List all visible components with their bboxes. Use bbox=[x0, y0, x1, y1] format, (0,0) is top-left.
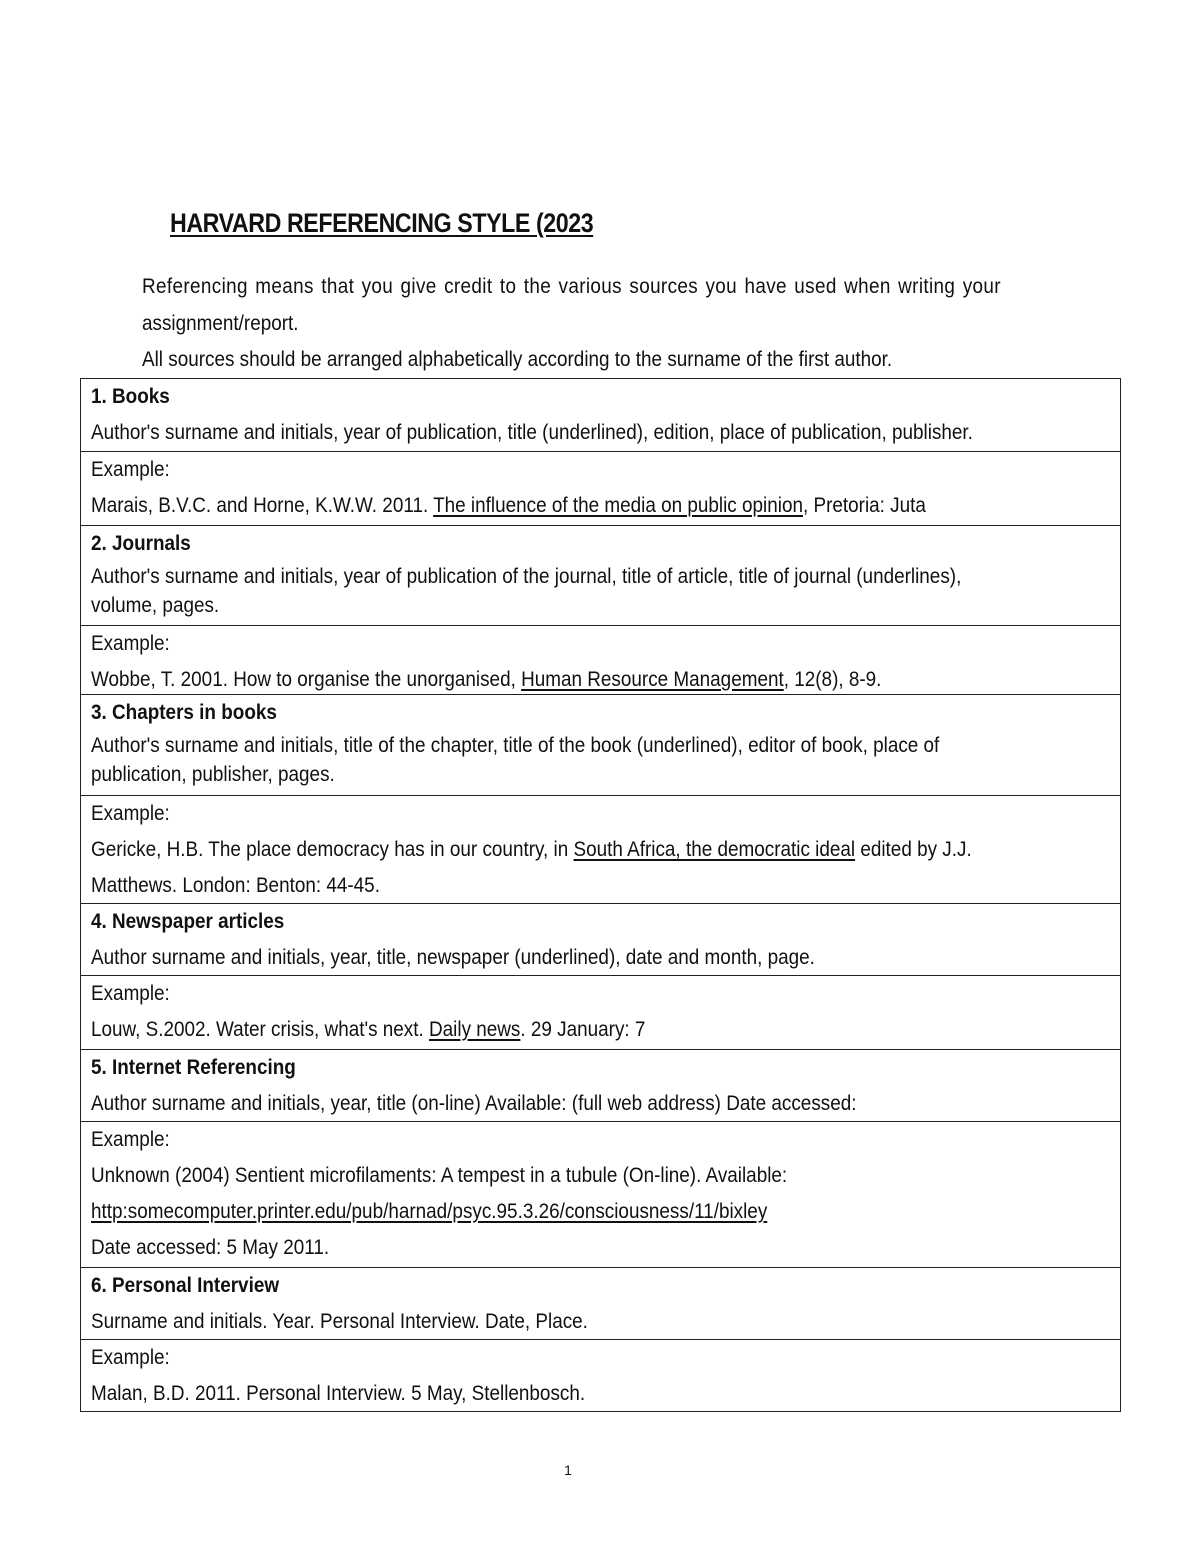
internet-heading: 5. Internet Referencing bbox=[91, 1056, 296, 1079]
journals-heading: 2. Journals bbox=[91, 532, 191, 555]
interview-format-row bbox=[81, 1267, 1120, 1339]
chapters-example-line-1 bbox=[91, 832, 1108, 868]
intro-arrangement-note: All sources should be arranged alphabetically according to the surname of the first author. bbox=[142, 348, 893, 371]
page-number: 1 bbox=[564, 1462, 572, 1478]
interview-heading: 6. Personal Interview bbox=[91, 1274, 280, 1297]
journals-example-journal: Human Resource Management bbox=[521, 668, 784, 691]
interview-example-row bbox=[81, 1339, 1120, 1411]
interview-example-label: Example: bbox=[91, 1346, 170, 1369]
intro-paragraph-line-1: Referencing means that you give credit to the various sources you have used when writing your bbox=[142, 275, 1001, 298]
journals-format-line-1: Author's surname and initials, year of publication of the journal, title of article, title of journal (underlines), bbox=[91, 565, 962, 588]
books-format: Author's surname and initials, year of publication, title (underlined), edition, place of publication, publisher. bbox=[91, 421, 973, 444]
newspapers-example bbox=[91, 1012, 1108, 1048]
chapters-example-line-2: Matthews. London: Benton: 44-45. bbox=[91, 874, 380, 897]
chapters-example-editor: edited by J.J. bbox=[855, 838, 972, 861]
referencing-table bbox=[80, 378, 1121, 1412]
internet-example-row bbox=[81, 1121, 1120, 1267]
newspapers-format-row bbox=[81, 903, 1120, 975]
books-example-title: The influence of the media on public opinion bbox=[433, 494, 803, 517]
chapters-example-book: South Africa, the democratic ideal bbox=[573, 838, 856, 861]
chapters-example-author: Gericke, H.B. The place democracy has in our country, in bbox=[91, 838, 574, 861]
internet-example-url-line bbox=[91, 1194, 1108, 1230]
internet-example-line-1: Unknown (2004) Sentient microfilaments: A tempest in a tubule (On-line). Available: bbox=[91, 1164, 788, 1187]
books-example-author: Marais, B.V.C. and Horne, K.W.W. 2011. bbox=[91, 494, 434, 517]
journals-example-author: Wobbe, T. 2001. How to organise the unorganised, bbox=[91, 668, 522, 691]
internet-example-date: Date accessed: 5 May 2011. bbox=[91, 1236, 330, 1259]
books-example-publisher: , Pretoria: Juta bbox=[802, 494, 926, 517]
chapters-example-row bbox=[81, 795, 1120, 903]
internet-format-row bbox=[81, 1049, 1120, 1121]
books-example-label: Example: bbox=[91, 458, 170, 481]
journals-example-volume: , 12(8), 8-9. bbox=[783, 668, 882, 691]
chapters-format-line-2: publication, publisher, pages. bbox=[91, 763, 335, 786]
journals-example-label: Example: bbox=[91, 632, 170, 655]
internet-format: Author surname and initials, year, title (on-line) Available: (full web address) Date accessed: bbox=[91, 1092, 857, 1115]
chapters-example-label: Example: bbox=[91, 802, 170, 825]
books-example bbox=[91, 488, 1108, 524]
internet-example-label: Example: bbox=[91, 1128, 170, 1151]
interview-format: Surname and initials. Year. Personal Interview. Date, Place. bbox=[91, 1310, 588, 1333]
newspapers-example-paper: Daily news bbox=[429, 1018, 521, 1041]
journals-format-row bbox=[81, 525, 1120, 625]
chapters-heading: 3. Chapters in books bbox=[91, 701, 277, 724]
books-heading: 1. Books bbox=[91, 385, 170, 408]
page-title: HARVARD REFERENCING STYLE (2023 bbox=[170, 208, 594, 238]
chapters-format-row bbox=[81, 694, 1120, 795]
journals-format-line-2: volume, pages. bbox=[91, 594, 220, 617]
interview-example: Malan, B.D. 2011. Personal Interview. 5 May, Stellenbosch. bbox=[91, 1382, 586, 1405]
newspapers-example-row bbox=[81, 975, 1120, 1049]
newspapers-example-date: . 29 January: 7 bbox=[520, 1018, 646, 1041]
intro-paragraph-line-2: assignment/report. bbox=[142, 312, 299, 335]
newspapers-format: Author surname and initials, year, title, newspaper (underlined), date and month, page. bbox=[91, 946, 815, 969]
journals-example bbox=[91, 662, 1108, 694]
books-format-row bbox=[81, 379, 1120, 451]
chapters-format-line-1: Author's surname and initials, title of the chapter, title of the book (underlined), editor of book, place of bbox=[91, 734, 940, 757]
internet-example-url[interactable]: http:somecomputer.printer.edu/pub/harnad/psyc.95.3.26/consciousness/11/bixley bbox=[91, 1200, 768, 1223]
journals-example-row bbox=[81, 625, 1120, 694]
newspapers-example-label: Example: bbox=[91, 982, 170, 1005]
newspapers-example-author: Louw, S.2002. Water crisis, what's next. bbox=[91, 1018, 430, 1041]
newspapers-heading: 4. Newspaper articles bbox=[91, 910, 285, 933]
books-example-row bbox=[81, 451, 1120, 525]
